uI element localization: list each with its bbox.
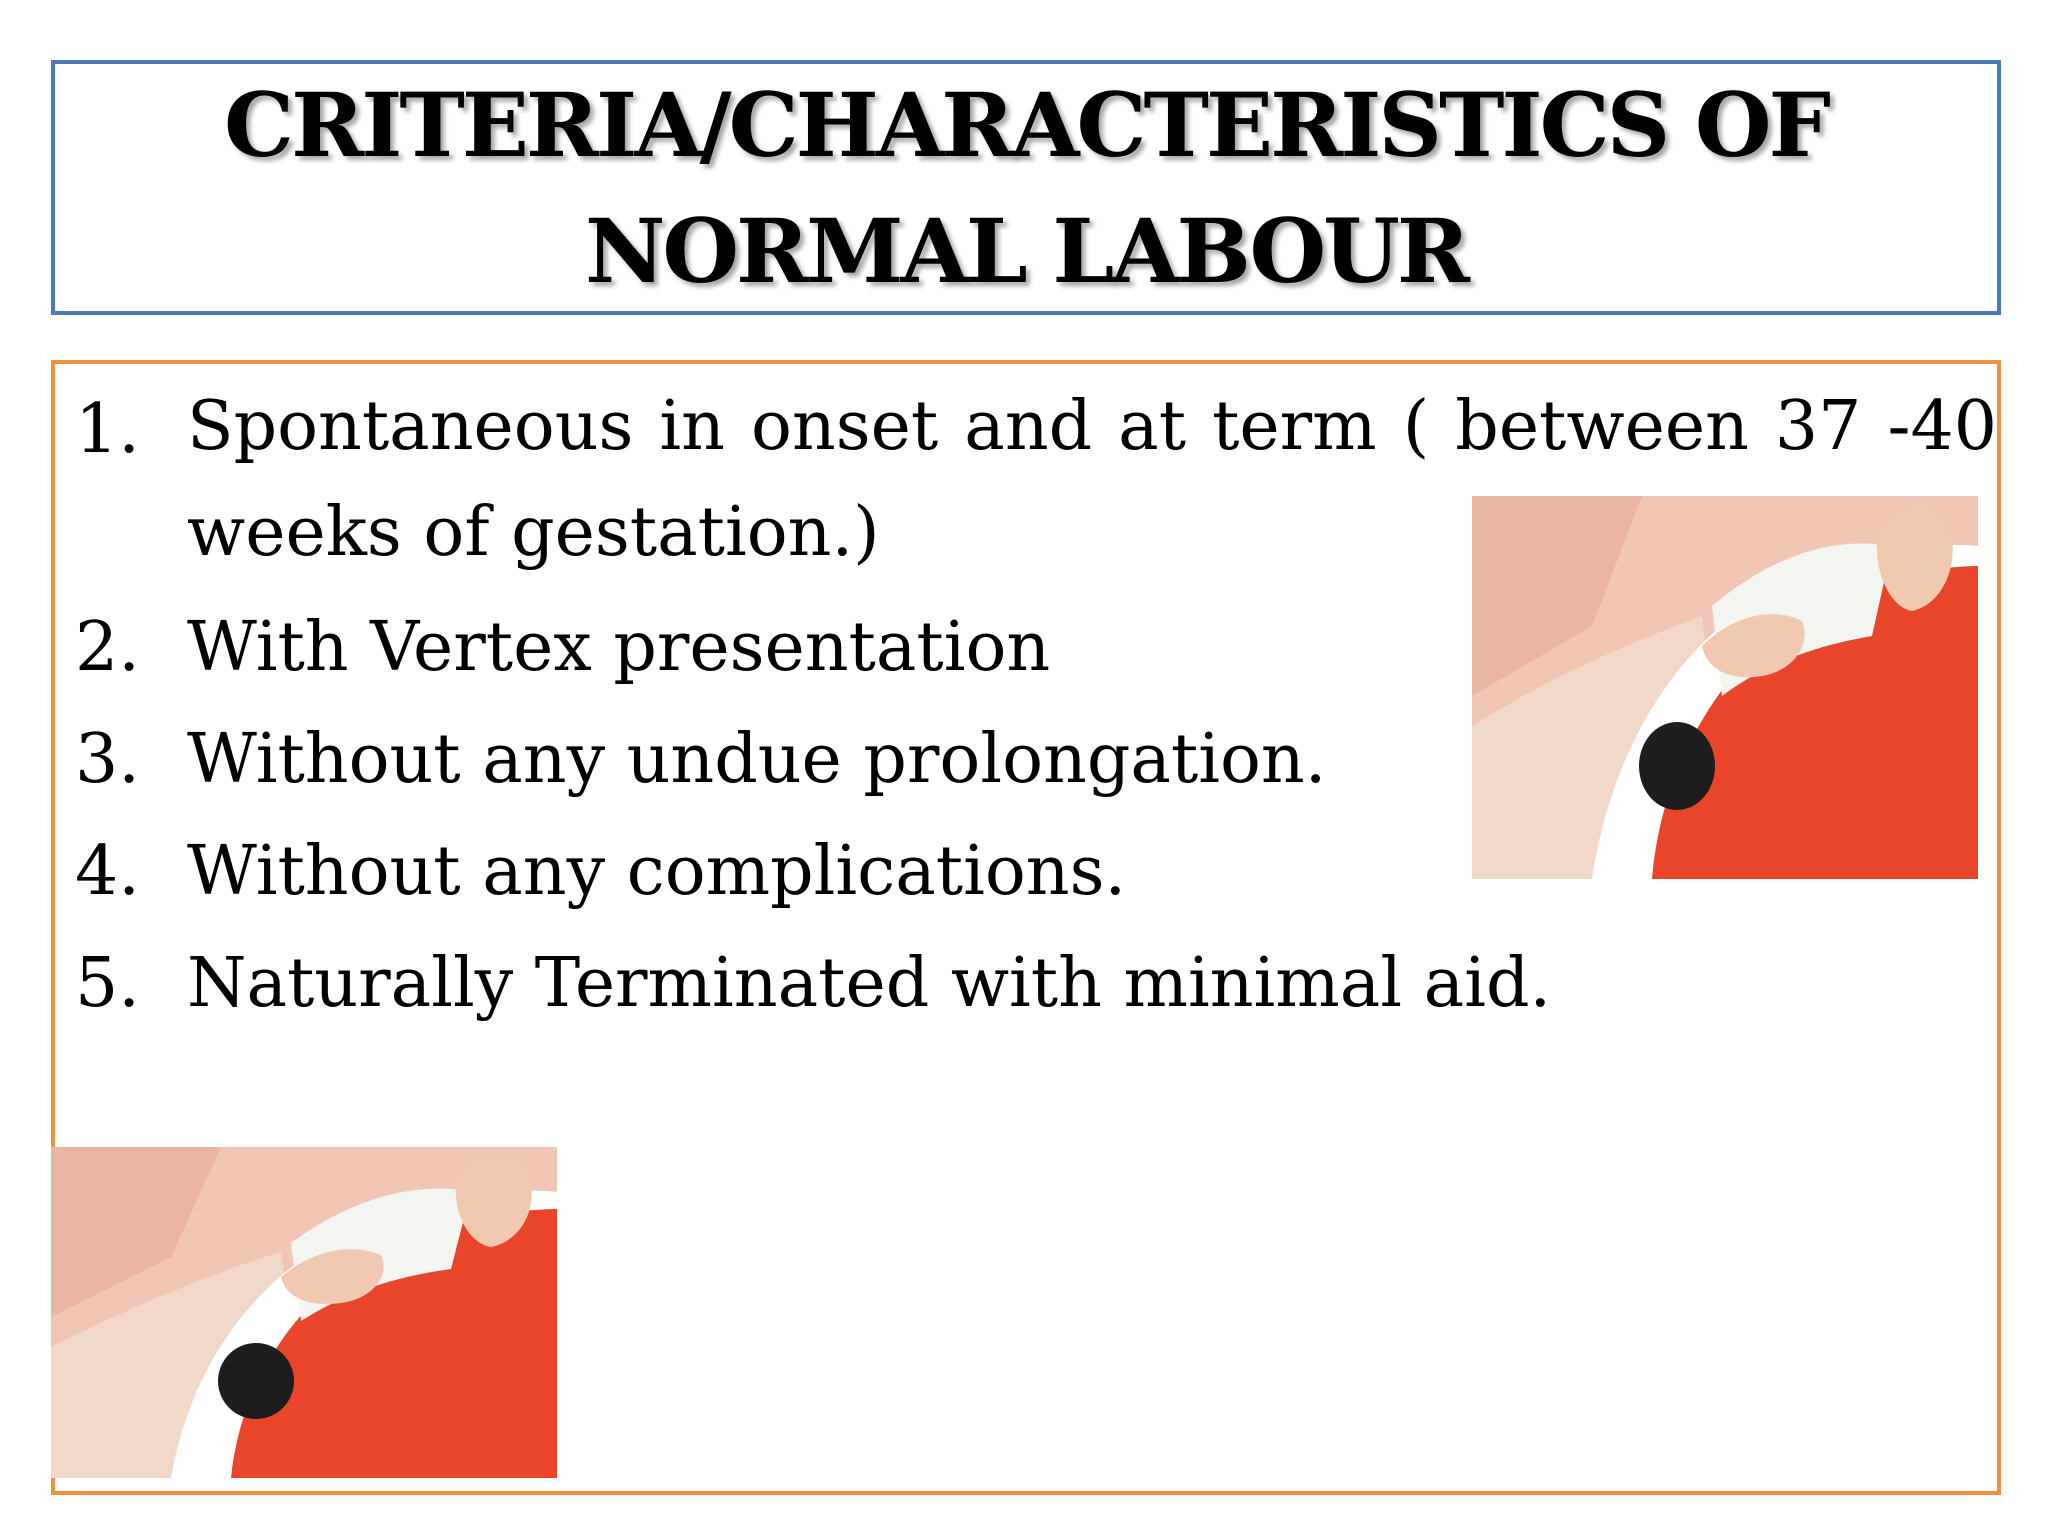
- list-item-number: 3.: [75, 720, 140, 799]
- list-item-number: 4.: [75, 832, 140, 911]
- list-item-number: 2.: [75, 608, 140, 687]
- list-item-text: Without any complications.: [187, 832, 1127, 911]
- photo-illustration: [51, 1147, 557, 1478]
- list-item-number: 5.: [75, 944, 140, 1023]
- pregnant-woman-monitor-photo: [51, 1147, 557, 1478]
- title-box: [51, 60, 2001, 315]
- list-item-text: Without any undue prolongation.: [187, 720, 1327, 799]
- list-item-text: Naturally Terminated with minimal aid.: [187, 944, 1552, 1023]
- list-item-text: With Vertex presentation: [187, 608, 1051, 687]
- slide-title-line-2: NORMAL LABOUR: [584, 198, 1468, 303]
- list-item-text: Spontaneous in onset and at term ( between 37 -40 weeks of gestation.): [187, 387, 1997, 572]
- list-item: [75, 928, 1997, 1040]
- list-item-number: 1.: [75, 390, 140, 469]
- photo-illustration: [1472, 496, 1978, 879]
- pregnant-woman-monitor-photo: [1472, 496, 1978, 879]
- slide-title-line-1: CRITERIA/CHARACTERISTICS OF: [224, 72, 1828, 177]
